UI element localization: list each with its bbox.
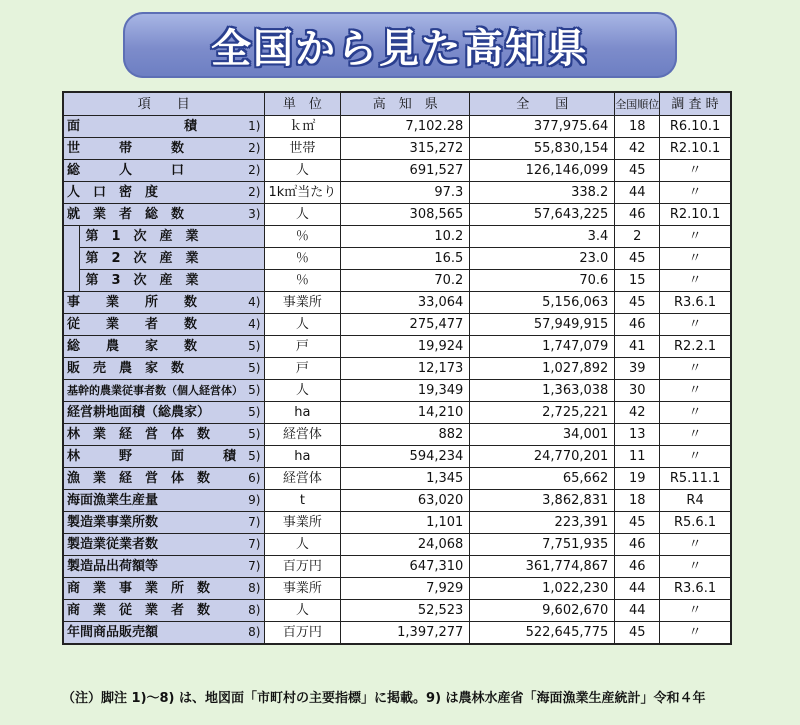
row-rank: 18	[615, 490, 660, 512]
row-label	[63, 600, 264, 622]
row-rank: 46	[615, 534, 660, 556]
row-label-text: 第 3 次 産 業	[85, 273, 199, 288]
table-row	[63, 556, 731, 578]
row-unit: 世帯	[264, 138, 341, 160]
row-unit: ％	[264, 248, 341, 270]
row-label-text: 商 業 従 業 者 数	[67, 603, 211, 618]
row-kochi-value: 7,929	[341, 578, 470, 600]
row-survey-date: R3.6.1	[660, 578, 731, 600]
row-national-value: 1,022,230	[470, 578, 615, 600]
row-label-text: 基幹的農業従事者数（個人経営体）	[67, 384, 243, 397]
row-unit: 人	[264, 160, 341, 182]
row-unit: 経営体	[264, 424, 341, 446]
row-note: 4)	[248, 317, 261, 331]
row-label-text: 製造業従業者数	[67, 537, 159, 552]
row-national-value: 1,747,079	[470, 336, 615, 358]
header-item: 項 目	[63, 92, 264, 116]
row-note: 8)	[248, 581, 261, 595]
row-label-text: 商 業 事 業 所 数	[67, 581, 211, 596]
row-national-value: 2,725,221	[470, 402, 615, 424]
row-note: 5)	[248, 383, 261, 397]
row-label-text: 総 農 家 数	[67, 339, 198, 354]
row-unit: 経営体	[264, 468, 341, 490]
row-national-value: 1,363,038	[470, 380, 615, 402]
row-label	[63, 556, 264, 578]
row-label	[63, 512, 264, 534]
row-national-value: 23.0	[470, 248, 615, 270]
header-row	[63, 92, 731, 116]
row-survey-date: 〃	[660, 402, 731, 424]
table-row	[63, 622, 731, 645]
row-unit: 人	[264, 204, 341, 226]
row-national-value: 7,751,935	[470, 534, 615, 556]
row-unit: 戸	[264, 358, 341, 380]
row-national-value: 3.4	[470, 226, 615, 248]
stats-table-wrapper	[62, 91, 732, 645]
row-note: 1)	[248, 119, 261, 133]
row-label	[63, 314, 264, 336]
table-row	[63, 336, 731, 358]
row-rank: 45	[615, 160, 660, 182]
row-label	[79, 270, 264, 292]
row-kochi-value: 14,210	[341, 402, 470, 424]
row-national-value: 1,027,892	[470, 358, 615, 380]
row-kochi-value: 16.5	[341, 248, 470, 270]
row-rank: 45	[615, 248, 660, 270]
row-rank: 30	[615, 380, 660, 402]
row-kochi-value: 70.2	[341, 270, 470, 292]
table-row	[63, 446, 731, 468]
row-national-value: 126,146,099	[470, 160, 615, 182]
row-rank: 2	[615, 226, 660, 248]
row-kochi-value: 275,477	[341, 314, 470, 336]
page-title: 全国から見た高知県	[211, 25, 589, 72]
row-rank: 42	[615, 402, 660, 424]
row-rank: 45	[615, 512, 660, 534]
row-label	[63, 424, 264, 446]
row-survey-date: R2.10.1	[660, 138, 731, 160]
row-rank: 19	[615, 468, 660, 490]
row-unit: 人	[264, 600, 341, 622]
row-national-value: 9,602,670	[470, 600, 615, 622]
row-rank: 46	[615, 314, 660, 336]
row-label-text: 従 業 者 数	[67, 317, 198, 332]
row-label-text: 林 業 経 営 体 数	[67, 427, 211, 442]
row-unit: 1k㎡当たり	[264, 182, 341, 204]
row-note: 2)	[248, 185, 261, 199]
table-row	[63, 270, 731, 292]
row-unit: 戸	[264, 336, 341, 358]
row-rank: 44	[615, 600, 660, 622]
row-note: 9)	[248, 493, 261, 507]
row-label-text: 面 積	[67, 119, 198, 134]
row-survey-date: 〃	[660, 248, 731, 270]
row-kochi-value: 12,173	[341, 358, 470, 380]
row-note: 2)	[248, 163, 261, 177]
table-row	[63, 204, 731, 226]
row-kochi-value: 315,272	[341, 138, 470, 160]
row-note: 5)	[248, 427, 261, 441]
row-survey-date: R6.10.1	[660, 116, 731, 138]
row-national-value: 361,774,867	[470, 556, 615, 578]
table-row	[63, 512, 731, 534]
row-unit: ％	[264, 270, 341, 292]
row-kochi-value: 52,523	[341, 600, 470, 622]
row-national-value: 3,862,831	[470, 490, 615, 512]
row-label-text: 漁 業 経 営 体 数	[67, 471, 211, 486]
row-label-text: 販 売 農 家 数	[67, 361, 185, 376]
row-kochi-value: 10.2	[341, 226, 470, 248]
row-survey-date: 〃	[660, 380, 731, 402]
row-label-text: 人 口 密 度	[67, 185, 159, 200]
row-rank: 39	[615, 358, 660, 380]
row-unit: 百万円	[264, 556, 341, 578]
row-national-value: 65,662	[470, 468, 615, 490]
row-rank: 46	[615, 204, 660, 226]
row-note: 8)	[248, 603, 261, 617]
row-label-text: 事 業 所 数	[67, 295, 198, 310]
row-note: 7)	[248, 537, 261, 551]
row-note: 2)	[248, 141, 261, 155]
row-survey-date: 〃	[660, 622, 731, 645]
row-label	[63, 204, 264, 226]
row-survey-date: 〃	[660, 314, 731, 336]
row-national-value: 377,975.64	[470, 116, 615, 138]
row-survey-date: R3.6.1	[660, 292, 731, 314]
row-kochi-value: 63,020	[341, 490, 470, 512]
row-unit: 人	[264, 314, 341, 336]
row-unit: ha	[264, 446, 341, 468]
row-national-value: 34,001	[470, 424, 615, 446]
row-unit: 事業所	[264, 292, 341, 314]
table-row	[63, 314, 731, 336]
row-kochi-value: 97.3	[341, 182, 470, 204]
row-note: 4)	[248, 295, 261, 309]
row-label-text: 製造業事業所数	[67, 515, 159, 530]
row-national-value: 223,391	[470, 512, 615, 534]
row-kochi-value: 691,527	[341, 160, 470, 182]
row-unit: 事業所	[264, 578, 341, 600]
row-survey-date: R5.11.1	[660, 468, 731, 490]
row-survey-date: 〃	[660, 534, 731, 556]
row-national-value: 70.6	[470, 270, 615, 292]
table-row	[63, 292, 731, 314]
row-rank: 13	[615, 424, 660, 446]
header-kochi: 高 知 県	[341, 92, 470, 116]
row-note: 3)	[248, 207, 261, 221]
row-rank: 44	[615, 182, 660, 204]
row-survey-date: 〃	[660, 226, 731, 248]
row-national-value: 5,156,063	[470, 292, 615, 314]
header-national: 全 国	[470, 92, 615, 116]
row-unit: 人	[264, 380, 341, 402]
header-unit: 単 位	[264, 92, 341, 116]
row-survey-date: R4	[660, 490, 731, 512]
row-national-value: 57,643,225	[470, 204, 615, 226]
row-national-value: 55,830,154	[470, 138, 615, 160]
table-row	[63, 424, 731, 446]
row-label-text: 年間商品販売額	[67, 625, 159, 640]
table-body	[63, 116, 731, 645]
table-row	[63, 226, 731, 248]
row-note: 5)	[248, 405, 261, 419]
row-national-value: 24,770,201	[470, 446, 615, 468]
row-rank: 46	[615, 556, 660, 578]
table-row	[63, 468, 731, 490]
row-label	[63, 292, 264, 314]
row-kochi-value: 19,924	[341, 336, 470, 358]
row-rank: 18	[615, 116, 660, 138]
row-label	[63, 160, 264, 182]
row-unit: 百万円	[264, 622, 341, 645]
row-survey-date: 〃	[660, 160, 731, 182]
row-rank: 42	[615, 138, 660, 160]
row-label	[63, 380, 264, 402]
row-survey-date: R2.10.1	[660, 204, 731, 226]
row-label	[63, 402, 264, 424]
row-note: 5)	[248, 361, 261, 375]
row-label-text: 就 業 者 総 数	[67, 207, 185, 222]
row-label-text: 総 人 口	[67, 163, 185, 178]
table-row	[63, 248, 731, 270]
row-unit: ％	[264, 226, 341, 248]
indent-cell	[63, 226, 79, 292]
row-rank: 44	[615, 578, 660, 600]
row-label	[79, 248, 264, 270]
row-label	[63, 182, 264, 204]
row-label-text: 世 帯 数	[67, 141, 185, 156]
stats-table	[62, 91, 732, 645]
header-rank: 全国順位	[615, 92, 660, 116]
row-rank: 45	[615, 622, 660, 645]
row-kochi-value: 647,310	[341, 556, 470, 578]
table-row	[63, 138, 731, 160]
table-row	[63, 578, 731, 600]
row-kochi-value: 882	[341, 424, 470, 446]
row-label	[63, 116, 264, 138]
row-label	[79, 226, 264, 248]
row-survey-date: R5.6.1	[660, 512, 731, 534]
row-kochi-value: 7,102.28	[341, 116, 470, 138]
row-rank: 45	[615, 292, 660, 314]
row-kochi-value: 1,345	[341, 468, 470, 490]
footnote: （注）脚注 1)～8) は、地図面「市町村の主要指標」に掲載。9) は農林水産省「海面漁業生産統計」令和４年	[62, 691, 706, 706]
row-kochi-value: 24,068	[341, 534, 470, 556]
row-survey-date: 〃	[660, 270, 731, 292]
row-survey-date: 〃	[660, 182, 731, 204]
row-note: 5)	[248, 339, 261, 353]
row-kochi-value: 308,565	[341, 204, 470, 226]
row-label-text: 第 2 次 産 業	[85, 251, 199, 266]
row-label	[63, 490, 264, 512]
row-kochi-value: 19,349	[341, 380, 470, 402]
row-kochi-value: 1,397,277	[341, 622, 470, 645]
row-survey-date: 〃	[660, 600, 731, 622]
header-survey: 調 査 時	[660, 92, 731, 116]
row-label-text: 第 1 次 産 業	[85, 229, 199, 244]
row-survey-date: R2.2.1	[660, 336, 731, 358]
row-survey-date: 〃	[660, 446, 731, 468]
table-row	[63, 534, 731, 556]
row-unit: 人	[264, 534, 341, 556]
row-label	[63, 468, 264, 490]
row-label	[63, 358, 264, 380]
table-row	[63, 600, 731, 622]
row-national-value: 57,949,915	[470, 314, 615, 336]
row-survey-date: 〃	[660, 556, 731, 578]
row-national-value: 522,645,775	[470, 622, 615, 645]
row-note: 7)	[248, 515, 261, 529]
title-banner	[123, 12, 677, 78]
table-row	[63, 116, 731, 138]
row-label	[63, 534, 264, 556]
row-kochi-value: 594,234	[341, 446, 470, 468]
row-label-text: 海面漁業生産量	[67, 493, 159, 508]
row-rank: 11	[615, 446, 660, 468]
row-survey-date: 〃	[660, 424, 731, 446]
row-label	[63, 138, 264, 160]
row-note: 7)	[248, 559, 261, 573]
row-label	[63, 622, 264, 645]
table-row	[63, 490, 731, 512]
row-note: 8)	[248, 625, 261, 639]
row-label-text: 林 野 面 積	[67, 449, 237, 464]
row-national-value: 338.2	[470, 182, 615, 204]
row-unit: ｋ㎡	[264, 116, 341, 138]
row-label	[63, 446, 264, 468]
table-row	[63, 182, 731, 204]
table-row	[63, 358, 731, 380]
row-unit: ha	[264, 402, 341, 424]
row-label-text: 経営耕地面積（総農家）	[67, 405, 211, 420]
row-label-text: 製造品出荷額等	[67, 559, 159, 574]
row-note: 5)	[248, 449, 261, 463]
row-label	[63, 578, 264, 600]
row-kochi-value: 1,101	[341, 512, 470, 534]
row-unit: t	[264, 490, 341, 512]
row-kochi-value: 33,064	[341, 292, 470, 314]
row-survey-date: 〃	[660, 358, 731, 380]
row-unit: 事業所	[264, 512, 341, 534]
table-row	[63, 380, 731, 402]
row-note: 6)	[248, 471, 261, 485]
row-rank: 15	[615, 270, 660, 292]
table-row	[63, 160, 731, 182]
table-row	[63, 402, 731, 424]
row-label	[63, 336, 264, 358]
row-rank: 41	[615, 336, 660, 358]
